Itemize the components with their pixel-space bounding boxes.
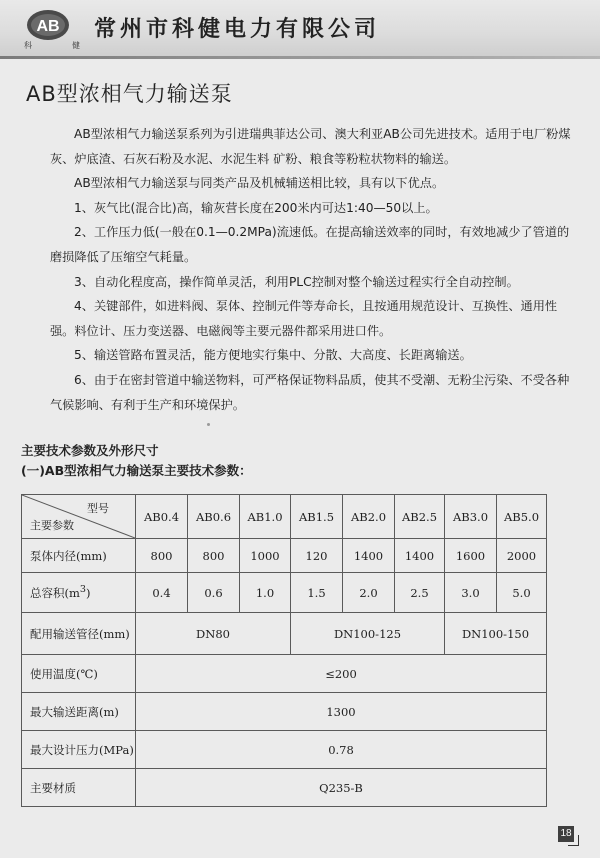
row-label-sup: 3 xyxy=(79,584,87,596)
logo-sub-left: 科 xyxy=(24,41,32,50)
company-name: 常州市科健电力有限公司 xyxy=(94,17,381,42)
header-divider xyxy=(0,56,600,59)
table-cell: 3.0 xyxy=(445,573,497,613)
table-header-row xyxy=(22,495,547,539)
table-cell: 120 xyxy=(291,539,343,573)
row-label: 使用温度(℃) xyxy=(22,655,136,693)
page-number: 18 xyxy=(558,826,574,842)
table-cell: 1000 xyxy=(240,539,291,573)
advantage-item: 5、输送管路布置灵活，能方便地实行集中、分散、大高度、长距离输送。 xyxy=(74,348,472,363)
spec-table xyxy=(21,494,547,807)
table-cell: DN100-125 xyxy=(291,613,445,655)
table-cell: 2.5 xyxy=(395,573,445,613)
corner-label-model: 型号 xyxy=(87,502,109,515)
table-cell: DN100-150 xyxy=(445,613,547,655)
table-cell: 800 xyxy=(188,539,240,573)
table-row-total-volume xyxy=(22,573,547,613)
intro-paragraph: AB型浓相气力输送泵与同类产品及机械辅送相比较，具有以下优点。 xyxy=(74,176,445,191)
logo-sub-right: 健 xyxy=(72,41,80,50)
table-cell: 2000 xyxy=(497,539,547,573)
row-label-prefix: 总容积(m xyxy=(30,585,80,600)
table-cell: 1400 xyxy=(343,539,395,573)
model-header: AB2.5 xyxy=(395,495,445,539)
table-cell: 800 xyxy=(136,539,188,573)
table-cell: 1.0 xyxy=(240,573,291,613)
table-row-pump-diameter xyxy=(22,539,547,573)
row-label: 最大输送距离(m) xyxy=(22,693,136,731)
table-cell: 1.5 xyxy=(291,573,343,613)
corner-label-params: 主要参数 xyxy=(30,519,74,532)
table-row-material xyxy=(22,769,547,807)
section-subtitle: (一)AB型浓相气力输送泵主要技术参数： xyxy=(21,463,252,478)
advantage-item: 3、自动化程度高，操作简单灵活，利用PLC控制对整个输送过程实行全自动控制。 xyxy=(74,274,519,289)
logo-subtext xyxy=(24,40,80,51)
table-cell: 1300 xyxy=(136,693,547,731)
logo-text: AB xyxy=(36,18,60,35)
table-row-max-distance xyxy=(22,693,547,731)
model-header: AB1.0 xyxy=(240,495,291,539)
table-cell: 0.78 xyxy=(136,731,547,769)
model-header: AB0.6 xyxy=(188,495,240,539)
table-cell: DN80 xyxy=(136,613,291,655)
model-header: AB3.0 xyxy=(445,495,497,539)
table-row-max-pressure xyxy=(22,731,547,769)
table-cell: 1400 xyxy=(395,539,445,573)
page-title: AB型浓相气力输送泵 xyxy=(26,82,233,106)
table-cell: 0.4 xyxy=(136,573,188,613)
intro-text xyxy=(50,122,575,417)
model-header: AB1.5 xyxy=(291,495,343,539)
table-row-temperature xyxy=(22,655,547,693)
advantage-item: 2、工作压力低(一般在0.1—0.2MPa)流速低。在提高输送效率的同时，有效地减少了管道的磨损降低了压缩空气耗量。 xyxy=(50,225,570,264)
advantage-item: 4、关键部件，如进料阀、泵体、控制元件等寿命长，且按通用规范设计、互换性、通用性强。料位计、压力变送器、电磁阀等主要元器件都采用进口件。 xyxy=(50,299,558,338)
row-label xyxy=(22,573,136,613)
table-cell: Q235-B xyxy=(136,769,547,807)
model-header: AB5.0 xyxy=(497,495,547,539)
intro-paragraph: AB型浓相气力输送泵系列为引进瑞典菲达公司、澳大利亚AB公司先进技术。适用于电厂粉煤灰、炉底渣、石灰石粉及水泥、水泥生料 矿粉、粮食等粉粒状物料的输送。 xyxy=(50,127,571,166)
row-label: 配用输送管径(mm) xyxy=(22,613,136,655)
table-cell: 1600 xyxy=(445,539,497,573)
stray-mark xyxy=(207,423,210,426)
table-cell: 2.0 xyxy=(343,573,395,613)
advantage-item: 6、由于在密封管道中输送物料，可严格保证物料品质，使其不受潮、无粉尘污染、不受各种气候影响、有利于生产和环境保护。 xyxy=(50,372,570,412)
table-cell: 5.0 xyxy=(497,573,547,613)
table-cell: ≤200 xyxy=(136,655,547,693)
advantage-item: 1、灰气比(混合比)高，输灰营长度在200米内可达1:40—50以上。 xyxy=(74,200,438,215)
section-title: 主要技术参数及外形尺寸 xyxy=(21,443,159,458)
table-row-pipe-diameter xyxy=(22,613,547,655)
table-cell: 0.6 xyxy=(188,573,240,613)
table-corner-cell xyxy=(22,495,136,539)
model-header: AB0.4 xyxy=(136,495,188,539)
row-label: 主要材质 xyxy=(22,769,136,807)
row-label: 最大设计压力(MPa) xyxy=(22,731,136,769)
model-header: AB2.0 xyxy=(343,495,395,539)
row-label-suffix: ) xyxy=(86,585,91,600)
page-corner-mark xyxy=(568,835,579,846)
row-label: 泵体内径(mm) xyxy=(22,539,136,573)
